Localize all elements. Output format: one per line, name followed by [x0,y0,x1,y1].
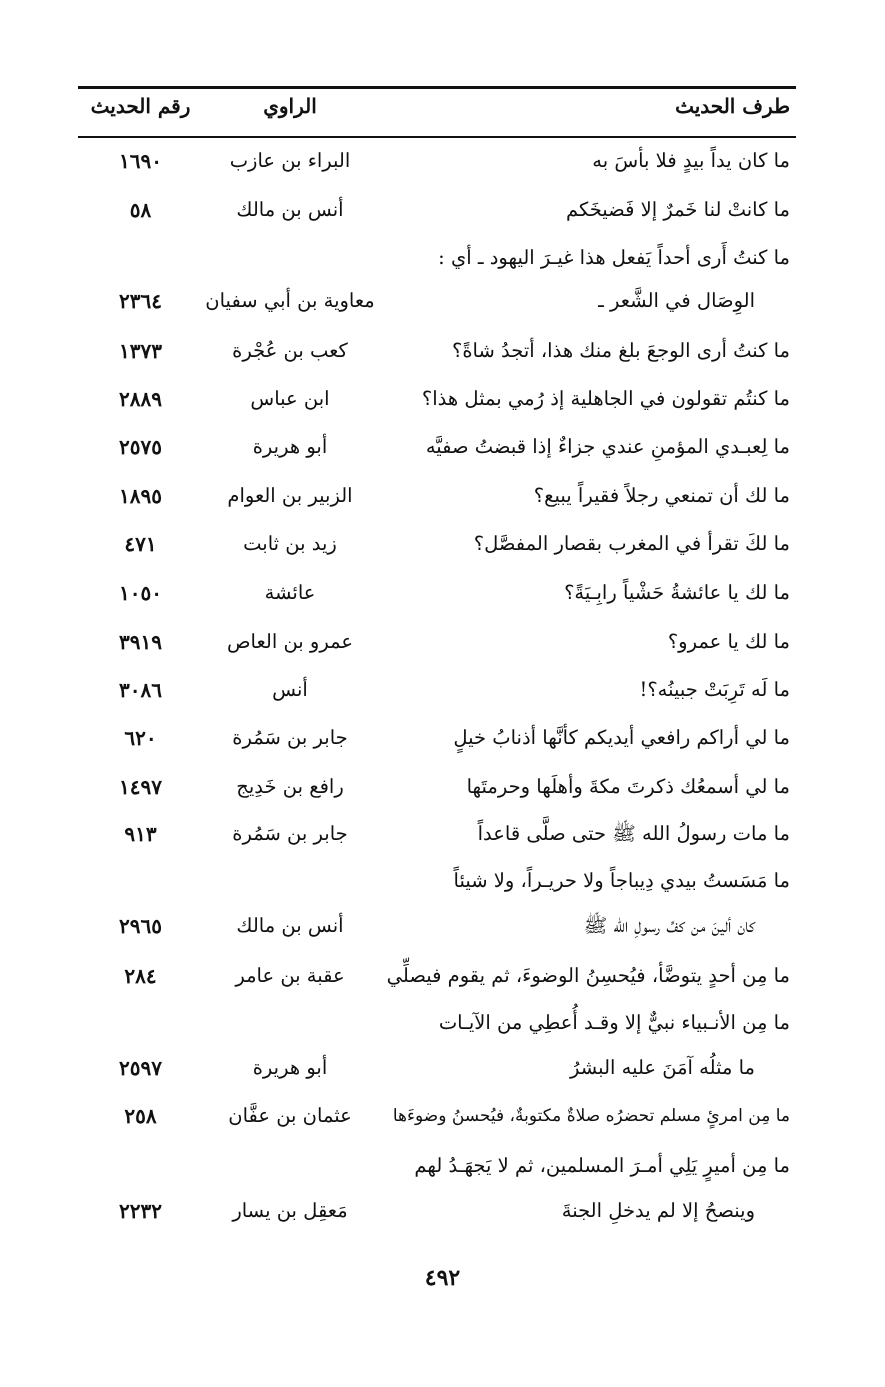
hadith-text: ما كانتْ لنا خَمرٌ إلا فَضيخَكم [565,198,790,221]
hadith-text: ما مِن الأنـبياء نبيٌّ إلا وقـد أُعطِي من الآيـات [438,1011,790,1034]
hadith-text: ما مِن امرئٍ مسلم تحضرُه صلاةٌ مكتوبةٌ، فيُحسنُ وضوءَها [392,1106,790,1126]
hadith-number: ١٦٩٠ [119,149,162,173]
narrator-name: رافع بن خَدِيج [236,775,344,798]
hadith-number: ١٤٩٧ [119,775,162,799]
hadith-number: ٥٨ [129,198,152,222]
hadith-number: ١٨٩٥ [119,484,162,508]
hadith-number: ٦٢٠ [124,726,157,750]
hadith-text: ما مِن أحدٍ يتوضَّأ، فيُحسِنُ الوضوءَ، ثم يقوم فيصلِّي [386,964,790,987]
hadith-text: ما مثلُه آمَنَ عليه البشرُ [570,1056,755,1079]
hadith-text: كان ألينَ من كفِّ رسولِ الله ﷺ [583,914,755,937]
hadith-number: ٢٣٦٤ [119,289,162,313]
hadith-text: ما لي أراكم رافعي أيديكم كأنَّها أذنابُ خيلٍ [453,726,790,749]
narrator-name: جابر بن سَمُرة [232,822,348,845]
hadith-number: ٣٠٨٦ [119,678,162,702]
narrator-name: كعب بن عُجْرة [232,339,348,362]
header-bottom-rule [78,136,796,138]
hadith-text: ما لِعبـدي المؤمنِ عندي جزاءٌ إذا قبضتُ صفيَّه [425,435,790,458]
hadith-text: ما كنتُ أرى الوجعَ بلغ منك هذا، أتجدُ شاةً؟ [451,339,790,362]
narrator-name: أنس بن مالك [236,198,344,221]
narrator-name: أنس بن مالك [236,914,344,937]
column-header-number: رقم الحديث [90,94,191,118]
hadith-number: ٩١٣ [124,822,157,846]
narrator-name: عثمان بن عفَّان [228,1104,352,1127]
hadith-number: ٤٧١ [124,532,157,556]
hadith-text: ما كان يداً بيدٍ فلا بأسَ به [592,149,790,172]
hadith-text: وينصحُ إلا لم يدخلِ الجنةَ [561,1199,755,1222]
hadith-text: ما لَه تَرِبَتْ جبينُه؟! [639,678,790,701]
hadith-text: الوِصَال في الشَّعر ـ [598,289,755,312]
narrator-name: الزبير بن العوام [227,484,353,507]
narrator-name: ابن عباس [250,387,330,410]
narrator-name: معاوية بن أبي سفيان [205,289,375,312]
hadith-text: ما مَسَستُ بيدي دِيباجاً ولا حريـراً، ولا شيئاً [453,869,790,892]
hadith-number: ٢٥٨ [124,1104,157,1128]
hadith-number: ٢٨٤ [124,964,157,988]
narrator-name: مَعقِل بن يسار [232,1199,348,1222]
page-number: ٤٩٢ [424,1265,461,1291]
narrator-name: أبو هريرة [252,1056,328,1079]
narrator-name: زيد بن ثابت [243,532,337,555]
hadith-text: ما لك يا عائشةُ حَشْياً رابِـيَةً؟ [564,581,790,604]
header-top-rule [78,86,796,89]
narrator-name: أبو هريرة [252,435,328,458]
hadith-number: ١٣٧٣ [119,339,162,363]
hadith-text: ما كنتُم تقولون في الجاهلية إذ رُمي بمثل هذا؟ [421,387,790,410]
hadith-number: ٢٢٣٢ [119,1199,162,1223]
hadith-text: ما كنتُ أَرى أحداً يَفعل هذا غيـرَ اليهود ـ أي : [438,246,790,269]
narrator-name: عقبة بن عامر [235,964,345,987]
hadith-text: ما مِن أميرٍ يَلِي أمـرَ المسلمين، ثم لا يَجهَـدُ لهم [414,1154,790,1177]
narrator-name: أنس [272,678,308,701]
hadith-text: ما لي أسمعُك ذكرتَ مكةَ وأهلَها وحرمتَها [466,775,790,798]
narrator-name: عائشة [264,581,316,604]
narrator-name: جابر بن سَمُرة [232,726,348,749]
column-header-narrator: الراوي [263,94,317,118]
hadith-text: ما لك يا عمرو؟ [667,630,790,653]
column-header-hadith: طرف الحديث [675,94,790,118]
hadith-number: ٢٨٨٩ [119,387,162,411]
hadith-text: ما مات رسولُ الله ﷺ حتى صلَّى قاعداً [477,822,790,845]
hadith-text: ما لك أن تمنعي رجلاً فقيراً يبيع؟ [533,484,790,507]
hadith-number: ٢٩٦٥ [119,914,162,938]
narrator-name: البراء بن عازب [229,149,351,172]
narrator-name: عمرو بن العاص [226,630,354,653]
hadith-number: ٣٩١٩ [119,630,162,654]
hadith-number: ٢٥٧٥ [119,435,162,459]
hadith-number: ١٠٥٠ [119,581,162,605]
hadith-number: ٢٥٩٧ [119,1056,162,1080]
hadith-text: ما لكَ تقرأ في المغرب بقصار المفصَّل؟ [473,532,790,555]
